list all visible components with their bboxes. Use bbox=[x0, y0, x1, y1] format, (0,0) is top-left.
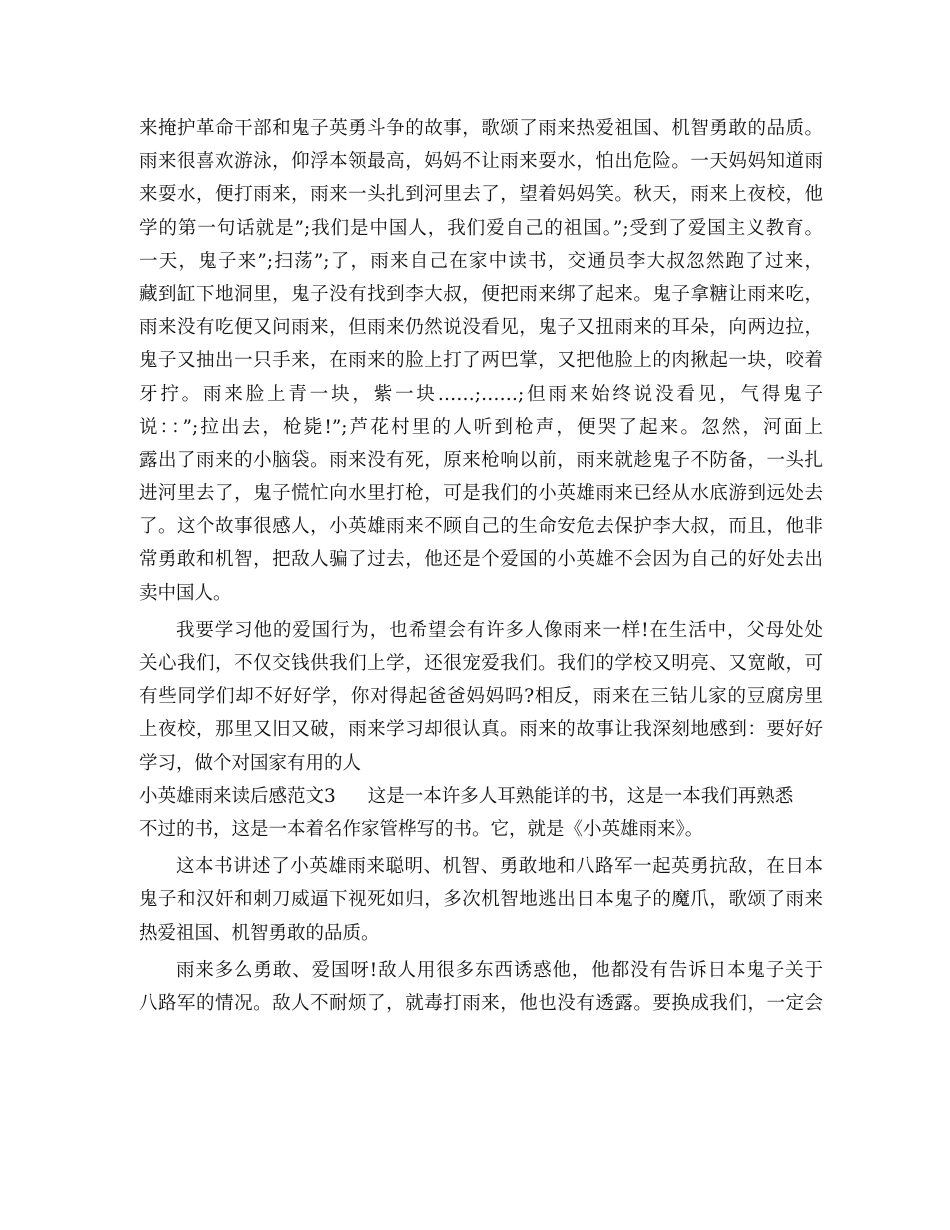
text-line: 鬼子和汉奸和刺刀威逼下视死如归，多次机智地逃出日本鬼子的魔爪，歌颂了雨来 bbox=[139, 889, 823, 911]
text-line: 雨来多么勇敢、爱国呀!敌人用很多东西诱惑他，他都没有告诉日本鬼子关于 bbox=[176, 959, 823, 981]
section-title: 小英雄雨来读后感范文3 bbox=[139, 785, 336, 807]
paragraph-1 bbox=[139, 112, 823, 610]
text-line: 常勇敢和机智，把敌人骗了过去，他还是个爱国的小英雄不会因为自己的好处去出 bbox=[139, 549, 823, 571]
text-line: 雨来很喜欢游泳，仰浮本领最高，妈妈不让雨来耍水，怕出危险。一天妈妈知道雨 bbox=[139, 151, 823, 173]
text-line: 来掩护革命干部和鬼子英勇斗争的故事，歌颂了雨来热爱祖国、机智勇敢的品质。 bbox=[139, 118, 823, 139]
text-line bbox=[139, 780, 823, 813]
text-line: 一天，鬼子来”;扫荡”;了，雨来自己在家中读书，交通员李大叔忽然跑了过来， bbox=[139, 250, 823, 272]
text-line: 来耍水，便打雨来，雨来一头扎到河里去了，望着妈妈笑。秋天，雨来上夜校，他 bbox=[139, 184, 823, 206]
text-line: 这本书讲述了小英雄雨来聪明、机智、勇敢地和八路军一起英勇抗敌，在日本 bbox=[176, 856, 823, 878]
paragraph-3 bbox=[139, 780, 823, 846]
text-line: 牙拧。雨来脸上青一块，紫一块……;……;但雨来始终说没看见，气得鬼子 bbox=[139, 383, 823, 405]
text-line: 学的第一句话就是”;我们是中国人，我们爱自己的祖国。”;受到了爱国主义教育。 bbox=[139, 217, 823, 239]
text-line: 说：：”;拉出去，枪毙!”;芦花村里的人听到枪声，便哭了起来。忽然，河面上 bbox=[139, 416, 823, 438]
text-line: 了。这个故事很感人，小英雄雨来不顾自己的生命安危去保护李大叔，而且，他非 bbox=[139, 516, 823, 538]
text-line: 不过的书，这是一本着名作家管桦写的书。它，就是《小英雄雨来》。 bbox=[139, 818, 704, 840]
paragraph-5 bbox=[139, 954, 823, 1020]
text-line: 雨来没有吃便又问雨来，但雨来仍然说没看见，鬼子又扭雨来的耳朵，向两边拉， bbox=[139, 317, 823, 339]
text-line: 卖中国人。 bbox=[139, 582, 232, 604]
text-line: 八路军的情况。敌人不耐烦了，就毒打雨来，他也没有透露。要换成我们，一定会 bbox=[139, 992, 823, 1014]
text-line: 学习，做个对国家有用的人 bbox=[139, 752, 362, 774]
text-line: 关心我们，不仅交钱供我们上学，还很宠爱我们。我们的学校又明亮、又宽敞，可 bbox=[139, 653, 823, 674]
document-body bbox=[139, 112, 823, 1020]
text-line: 上夜校，那里又旧又破，雨来学习却很认真。雨来的故事让我深刻地感到：要好好 bbox=[139, 719, 823, 741]
text-line: 进河里去了，鬼子慌忙向水里打枪，可是我们的小英雄雨来已经从水底游到远处去 bbox=[139, 483, 823, 505]
paragraph-2 bbox=[139, 614, 823, 780]
text-line: 藏到缸下地洞里，鬼子没有找到李大叔，便把雨来绑了起来。鬼子拿糖让雨来吃， bbox=[139, 283, 823, 305]
text-line: 我要学习他的爱国行为，也希望会有许多人像雨来一样!在生活中，父母处处 bbox=[176, 619, 823, 641]
text-line: 热爱祖国、机智勇敢的品质。 bbox=[139, 922, 380, 944]
section-intro: 这是一本许多人耳熟能详的书，这是一本我们再熟悉 bbox=[367, 785, 794, 807]
text-line: 鬼子又抽出一只手来，在雨来的脸上打了两巴掌，又把他脸上的肉揪起一块，咬着 bbox=[139, 350, 823, 372]
text-line: 露出了雨来的小脑袋。雨来没有死，原来枪响以前，雨来就趁鬼子不防备，一头扎 bbox=[139, 449, 823, 471]
paragraph-4 bbox=[139, 850, 823, 950]
text-line: 有些同学们却不好好学，你对得起爸爸妈妈吗?相反，雨来在三钻儿家的豆腐房里 bbox=[139, 686, 823, 708]
